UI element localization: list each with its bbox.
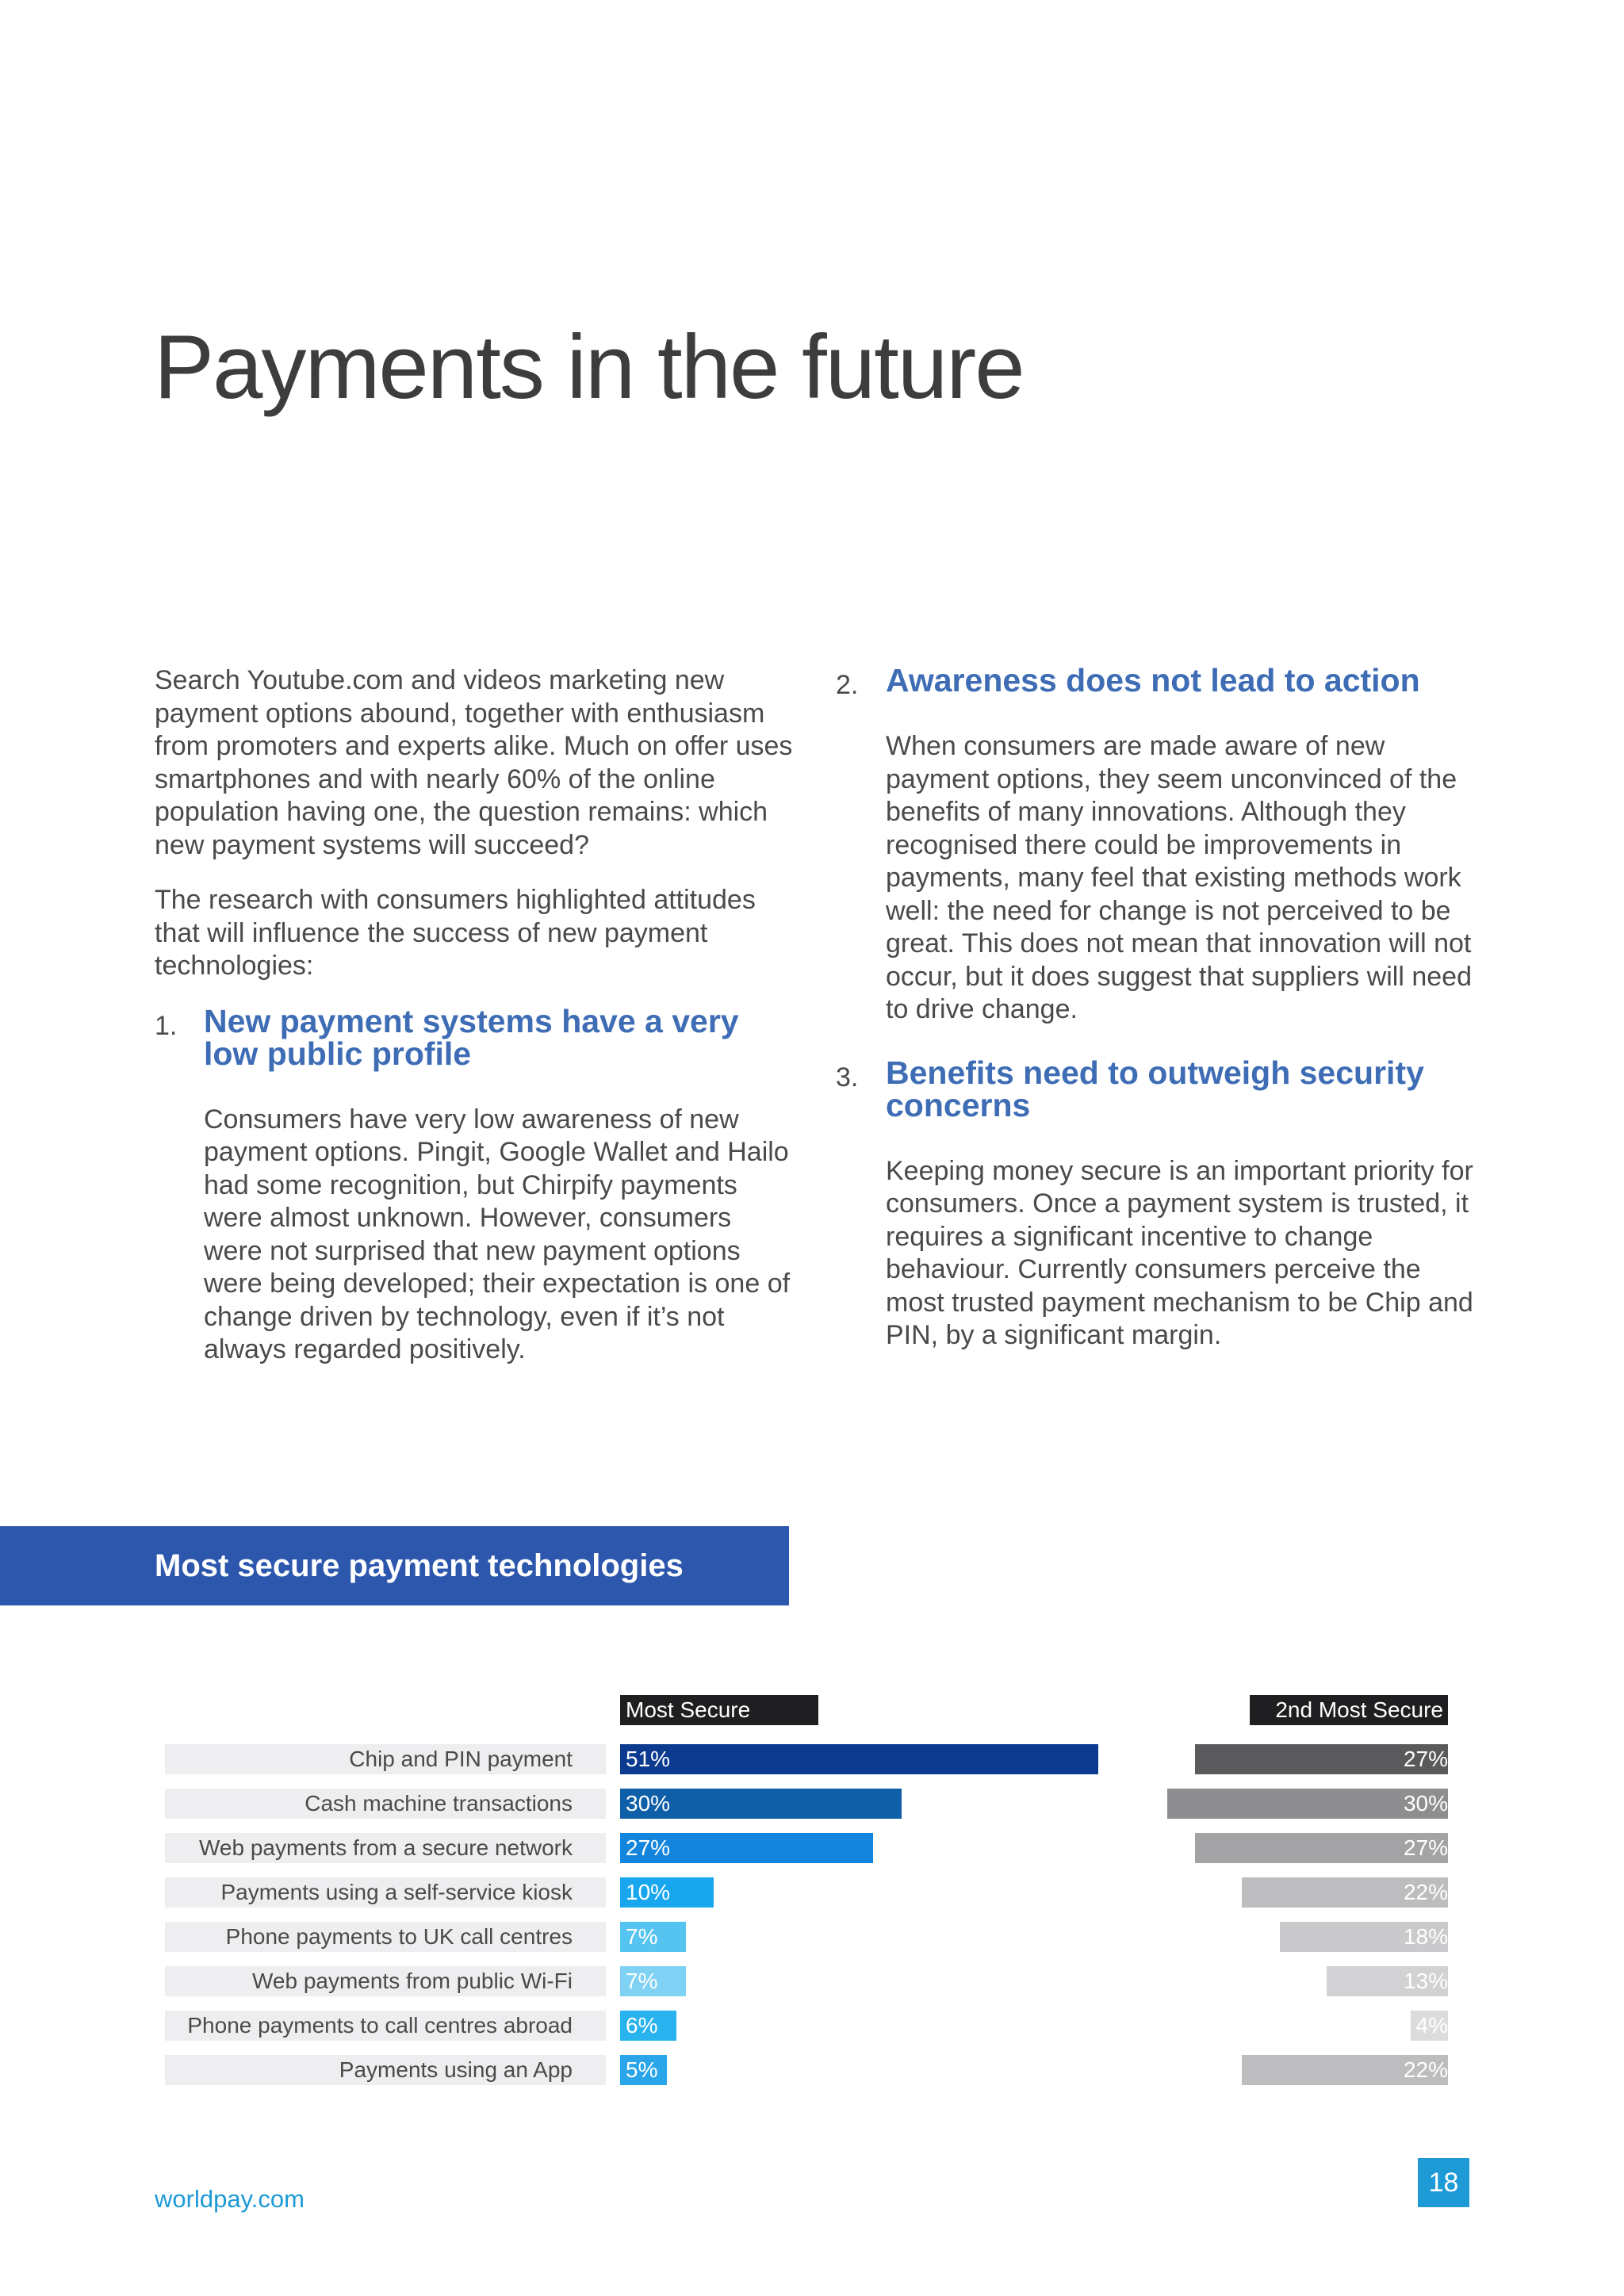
category-label: Cash machine transactions — [165, 1789, 606, 1819]
page-number: 18 — [1418, 2158, 1469, 2207]
left-column — [155, 664, 793, 1397]
second-most-secure-bar: 18% — [1280, 1922, 1448, 1952]
second-most-secure-bar: 27% — [1195, 1833, 1448, 1863]
most-secure-bar: 51% — [620, 1744, 1098, 1774]
chart-banner: Most secure payment technologies — [0, 1526, 789, 1605]
point-2-heading: Awareness does not lead to action — [886, 662, 1420, 698]
category-label: Payments using a self-service kiosk — [165, 1877, 606, 1908]
right-column — [836, 664, 1478, 1383]
most-secure-bar: 7% — [620, 1922, 686, 1952]
second-most-secure-bar: 4% — [1411, 2011, 1448, 2041]
most-secure-bar: 10% — [620, 1877, 714, 1908]
legend-most-secure: Most Secure — [620, 1695, 818, 1725]
intro-paragraph: Search Youtube.com and videos marketing new payment options abound, together with enthusiasm from promoters and experts alike. Much on offer uses smartphones and with nearly 60% of the online population having one, the question remains: which new payment systems will succeed? — [155, 665, 793, 860]
point-3-body: Keeping money secure is an important priority for consumers. Once a payment system is trusted, it requires a significant incentive to change behaviour. Currently consumers perceive the most trusted payment mechanism to be Chip and PIN, by a significant margin. — [886, 1155, 1473, 1350]
most-secure-bar: 5% — [620, 2055, 667, 2085]
page-title: Payments in the future — [154, 317, 1024, 418]
point-3-heading: Benefits need to outweigh security concerns — [886, 1054, 1424, 1123]
footer-url[interactable]: worldpay.com — [155, 2185, 304, 2213]
point-2-number: 2. — [836, 670, 859, 700]
category-label: Chip and PIN payment — [165, 1744, 606, 1774]
category-label: Web payments from a secure network — [165, 1833, 606, 1863]
second-most-secure-bar: 30% — [1167, 1789, 1448, 1819]
second-most-secure-bar: 22% — [1242, 1877, 1448, 1908]
point-1-heading: New payment systems have a very low public profile — [204, 1002, 739, 1072]
point-1 — [155, 1002, 793, 1367]
second-most-secure-bar: 27% — [1195, 1744, 1448, 1774]
second-most-secure-bar: 22% — [1242, 2055, 1448, 2085]
point-1-number: 1. — [155, 1010, 178, 1041]
point-1-body: Consumers have very low awareness of new payment options. Pingit, Google Wallet and Hailo had some recognition, but Chirpify payments were almost unknown. However, consumers were not surprised that new payment options were being developed; their expectation is one of change driven by technology, even if it’s not always regarded positively. — [204, 1104, 791, 1364]
most-secure-bar: 7% — [620, 1966, 686, 1996]
most-secure-bar: 30% — [620, 1789, 902, 1819]
category-label: Phone payments to UK call centres — [165, 1922, 606, 1952]
research-paragraph: The research with consumers highlighted attitudes that will influence the success of new payment technologies: — [155, 885, 756, 981]
category-label: Web payments from public Wi-Fi — [165, 1966, 606, 1996]
legend-2nd-most-secure: 2nd Most Secure — [1250, 1695, 1448, 1725]
category-label: Payments using an App — [165, 2055, 606, 2085]
most-secure-bar: 6% — [620, 2011, 676, 2041]
point-2 — [836, 664, 1478, 1027]
category-label: Phone payments to call centres abroad — [165, 2011, 606, 2041]
most-secure-bar: 27% — [620, 1833, 873, 1863]
point-2-body: When consumers are made aware of new payment options, they seem unconvinced of the benefits of many innovations. Although they recognised there could be improvements in payments, many feel that existing methods work well: the need for change is not perceived to be great. This does not mean that innovation will not occur, but it does suggest that suppliers will need to drive change. — [886, 731, 1472, 1024]
point-3-number: 3. — [836, 1062, 859, 1093]
point-3 — [836, 1054, 1478, 1353]
second-most-secure-bar: 13% — [1327, 1966, 1448, 1996]
